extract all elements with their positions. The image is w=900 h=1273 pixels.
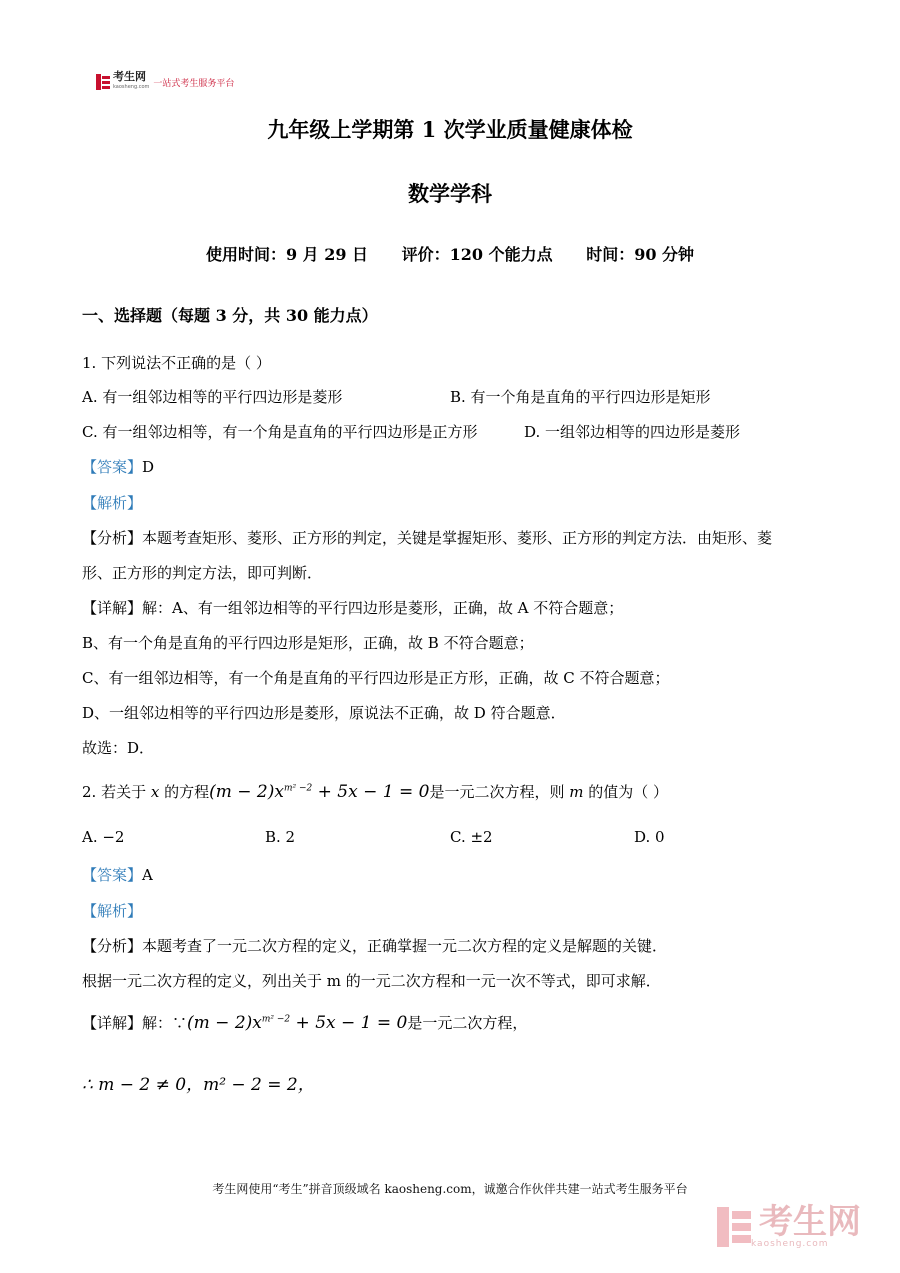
q1-options-row2 xyxy=(82,421,842,443)
q1-detail-1: 【详解】解：A、有一组邻边相等的平行四边形是菱形，正确，故 A 不符合题意； xyxy=(82,599,624,617)
q1-option-c: C. 有一组邻边相等，有一个角是直角的平行四边形是正方形 xyxy=(82,423,478,441)
q2-detail-equation xyxy=(187,1013,407,1033)
q2-detail-pre: 【详解】解：∵ xyxy=(82,1014,188,1032)
page-title: 九年级上学期第 1 次学业质量健康体检 xyxy=(267,117,633,142)
q1-option-a: A. 有一组邻边相等的平行四边形是菱形 xyxy=(82,388,343,406)
watermark-logo-icon xyxy=(717,1207,751,1247)
q2-stem-post: 是一元二次方程，则 xyxy=(429,783,570,801)
eq-rest: + 5x − 1 = 0 xyxy=(312,782,430,802)
logo-domain: kaosheng.com xyxy=(113,84,150,90)
q2-analysis-tag: 【解析】 xyxy=(82,902,143,920)
q2-fenxi-1: 【分析】本题考查了一元二次方程的定义，正确掌握一元二次方程的定义是解题的关键． xyxy=(82,937,668,955)
eq-main: (m − 2)x xyxy=(187,1013,262,1033)
answer-tag: 【答案】 xyxy=(82,458,143,476)
header-logo xyxy=(96,72,234,92)
q2-var-m: m xyxy=(569,783,584,801)
q1-detail-3: C、有一组邻边相等，有一个角是直角的平行四边形是正方形，正确，故 C 不符合题意； xyxy=(82,669,670,687)
q2-detail xyxy=(82,1012,527,1033)
q2-equation xyxy=(209,782,429,802)
q2-option-a: A. −2 xyxy=(82,828,125,846)
q1-options-row1 xyxy=(82,386,842,408)
q1-fenxi-1: 【分析】本题考查矩形、菱形、正方形的判定，关键是掌握矩形、菱形、正方形的判定方法．由矩形、菱 xyxy=(82,529,773,547)
watermark-name: 考生网 xyxy=(759,1202,861,1242)
eq-rest: + 5x − 1 = 0 xyxy=(290,1013,408,1033)
q2-stem-pre: 2. 若关于 xyxy=(82,783,151,801)
q2-stem-mid: 的方程 xyxy=(159,783,210,801)
q1-detail-2: B、有一个角是直角的平行四边形是矩形，正确，故 B 不符合题意； xyxy=(82,634,534,652)
section-heading: 一、选择题（每题 3 分，共 30 能力点） xyxy=(82,306,378,325)
q1-stem: 1. 下列说法不正确的是（ ） xyxy=(82,354,271,372)
q2-options xyxy=(82,828,842,850)
q1-option-d: D. 一组邻边相等的四边形是菱形 xyxy=(524,423,741,441)
score-info: 评价：120 个能力点 xyxy=(401,245,553,264)
q1-option-b: B. 有一个角是直角的平行四边形是矩形 xyxy=(450,388,711,406)
page-footer: 考生网使用“考生”拼音顶级域名 kaosheng.com，诚邀合作伙伴共建一站式考生服务平台 xyxy=(212,1182,688,1196)
subject-title: 数学学科 xyxy=(408,181,492,206)
q2-therefore: ∴ m − 2 ≠ 0，m² − 2 = 2， xyxy=(82,1075,315,1095)
answer-value: D xyxy=(142,458,155,476)
logo-slogan: 一站式考生服务平台 xyxy=(153,78,235,89)
q2-detail-post: 是一元二次方程， xyxy=(407,1014,528,1032)
q1-answer xyxy=(82,456,154,477)
q2-stem xyxy=(82,781,668,802)
q2-stem-end: 的值为（ ） xyxy=(583,783,668,801)
q1-fenxi-2: 形、正方形的判定方法，即可判断． xyxy=(82,564,323,582)
q2-option-c: C. ±2 xyxy=(450,828,493,846)
answer-tag: 【答案】 xyxy=(82,866,143,884)
eq-exponent: m² −2 xyxy=(283,783,313,794)
duration-info: 时间：90 分钟 xyxy=(586,245,695,264)
time-used: 使用时间：9 月 29 日 xyxy=(205,245,369,264)
q1-analysis-tag: 【解析】 xyxy=(82,494,143,512)
watermark xyxy=(717,1202,861,1249)
q2-answer xyxy=(82,864,153,885)
q1-detail-4: D、一组邻边相等的平行四边形是菱形，原说法不正确，故 D 符合题意． xyxy=(82,704,566,722)
eq-main: (m − 2)x xyxy=(209,782,284,802)
logo-icon xyxy=(96,74,110,90)
q2-option-b: B. 2 xyxy=(265,828,296,846)
eq-exponent: m² −2 xyxy=(261,1014,291,1025)
q2-var-x: x xyxy=(150,783,160,801)
watermark-domain: kaosheng.com xyxy=(751,1239,829,1249)
logo-name: 考生网 xyxy=(113,70,146,83)
exam-meta xyxy=(0,242,900,265)
q1-choose: 故选：D． xyxy=(82,739,155,757)
q2-option-d: D. 0 xyxy=(634,828,665,846)
q2-fenxi-2: 根据一元二次方程的定义，列出关于 m 的一元二次方程和一元一次不等式，即可求解． xyxy=(82,972,661,990)
answer-value: A xyxy=(142,866,153,884)
